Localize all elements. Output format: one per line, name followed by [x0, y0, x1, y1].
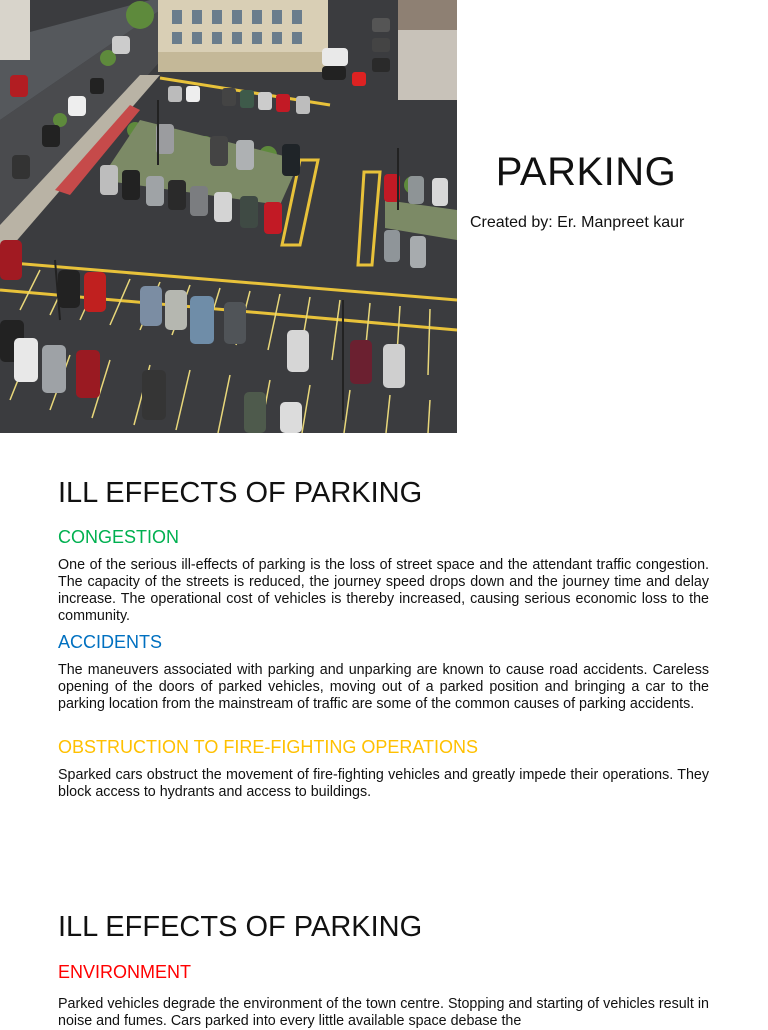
- presentation-title: PARKING: [495, 150, 677, 194]
- parking-lot-photo: [0, 0, 457, 433]
- slide-heading: ILL EFFECTS OF PARKING: [58, 911, 423, 943]
- section-title-environment: ENVIRONMENT: [58, 962, 192, 982]
- section-body-accidents: The maneuvers associated with parking and unparking are known to cause road accidents. Careless opening of the doors of parked vehicles, moving out of a parked position and bringing a car to the parking location from the mainstream of traffic are some of the common causes of parking accidents.: [58, 662, 709, 712]
- section-body-environment: Parked vehicles degrade the environment of the town centre. Stopping and starting of vehicles result in noise and fumes. Cars parked into every little available space debase the: [58, 996, 709, 1029]
- section-title-congestion: CONGESTION: [58, 527, 180, 547]
- section-title-fire-fighting: OBSTRUCTION TO FIRE-FIGHTING OPERATIONS: [58, 737, 479, 757]
- ill-effects-slide-1: [0, 433, 768, 867]
- slide-heading: ILL EFFECTS OF PARKING: [58, 477, 423, 509]
- section-body-congestion: One of the serious ill-effects of parking is the loss of street space and the attendant traffic congestion. The capacity of the streets is reduced, the journey speed drops down and the journey time and delay increase. The operational cost of vehicles is thereby increased, causing serious economic loss to the community.: [58, 557, 709, 624]
- presentation-author: Created by: Er. Manpreet kaur: [470, 214, 685, 231]
- section-body-fire-fighting: Sparked cars obstruct the movement of fire-fighting vehicles and greatly impede their operations. They block access to hydrants and access to buildings.: [58, 767, 709, 800]
- title-slide: [0, 0, 768, 433]
- ill-effects-slide-2: [0, 867, 768, 1029]
- section-title-accidents: ACCIDENTS: [58, 632, 163, 652]
